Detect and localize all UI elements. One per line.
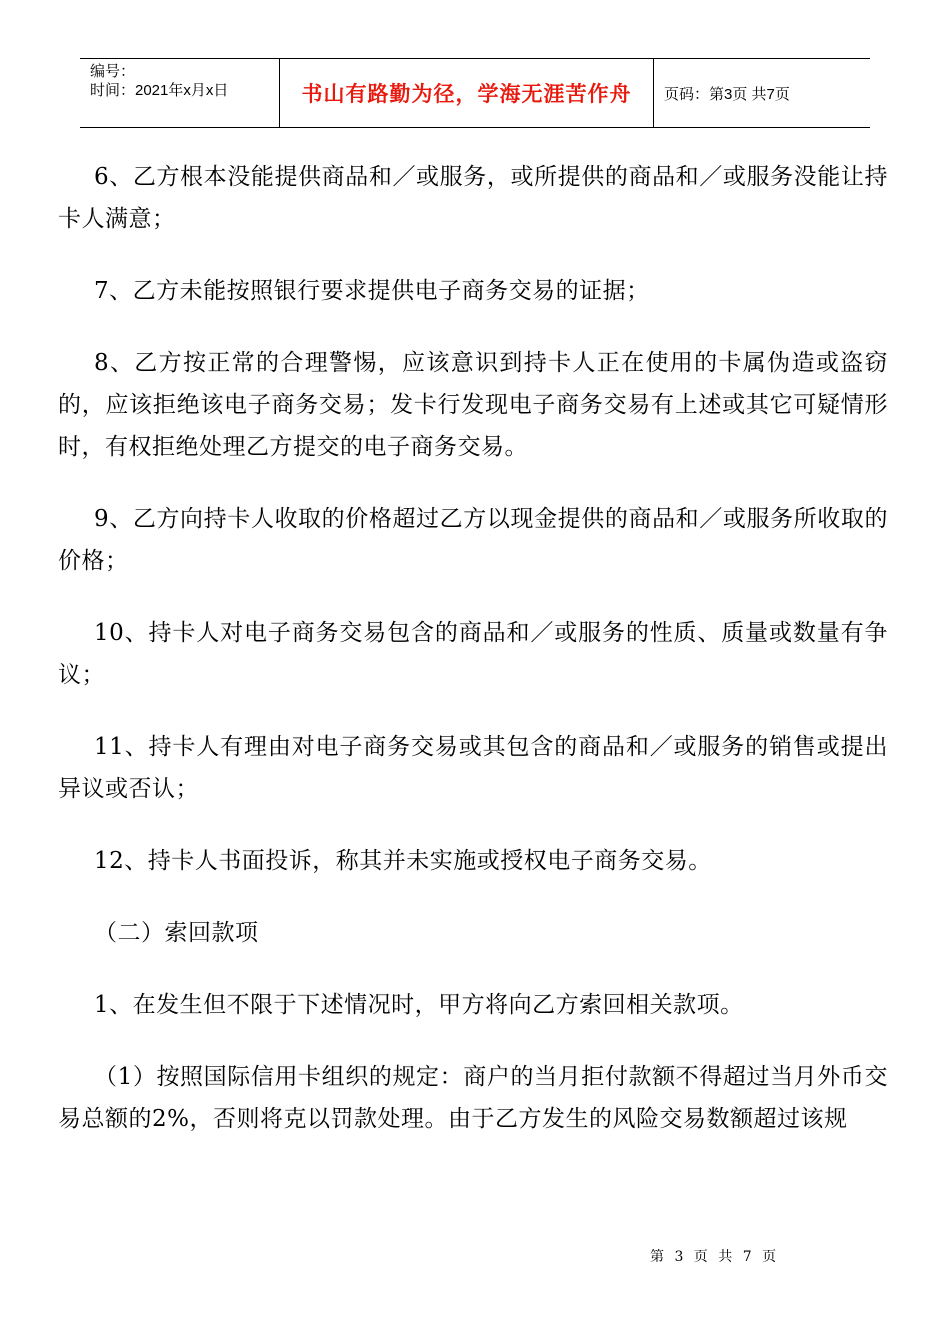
header-page-cell — [654, 59, 870, 127]
clause-8: 8、乙方按正常的合理警惕，应该意识到持卡人正在使用的卡属伪造或盗窃的，应该拒绝该电子商务交易；发卡行发现电子商务交易有上述或其它可疑情形时，有权拒绝处理乙方提交的电子商务交易。 — [58, 350, 888, 460]
clause-7: 7、乙方未能按照银行要求提供电子商务交易的证据； — [94, 278, 650, 304]
header-motto-cell — [280, 59, 654, 127]
clause-9: 9、乙方向持卡人收取的价格超过乙方以现金提供的商品和／或服务所收取的价格； — [58, 506, 888, 574]
page-footer: 第 3 页 共 7 页 — [650, 1249, 780, 1265]
document-body — [58, 156, 888, 1140]
document-date-label: 时间：2021年x月x日 — [90, 82, 229, 99]
recovery-clause-1: 1、在发生但不限于下述情况时，甲方将向乙方索回相关款项。 — [94, 992, 744, 1018]
header-meta-cell — [80, 59, 280, 127]
header-motto: 书山有路勤为径，学海无涯苦作舟 — [301, 82, 632, 106]
clause-10: 10、持卡人对电子商务交易包含的商品和／或服务的性质、质量或数量有争议； — [58, 620, 888, 688]
page-header — [80, 58, 870, 128]
clause-12: 12、持卡人书面投诉，称其并未实施或授权电子商务交易。 — [94, 848, 712, 874]
clause-11: 11、持卡人有理由对电子商务交易或其包含的商品和／或服务的销售或提出异议或否认； — [58, 734, 888, 802]
recovery-subclause-1: （1）按照国际信用卡组织的规定：商户的当月拒付款额不得超过当月外币交易总额的2%，否则将克以罚款处理。由于乙方发生的风险交易数额超过该规 — [58, 1064, 888, 1132]
section-heading-recovery: （二）索回款项 — [94, 920, 259, 946]
clause-6: 6、乙方根本没能提供商品和／或服务，或所提供的商品和／或服务没能让持卡人满意； — [58, 164, 888, 232]
document-number-label: 编号： — [90, 63, 136, 80]
header-page-info: 页码：第3页 共7页 — [664, 85, 790, 103]
